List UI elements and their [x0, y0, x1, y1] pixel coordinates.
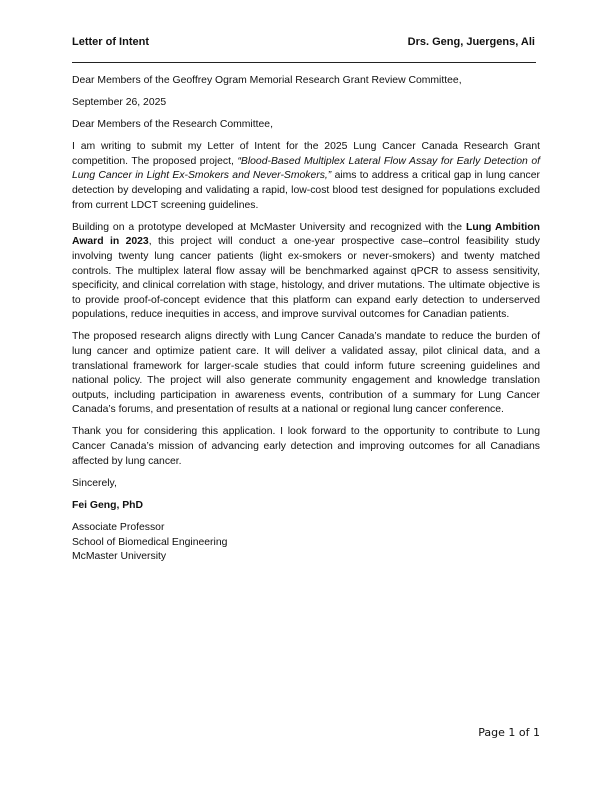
intro-text-before: I am writing to submit my Letter of Intent for the 2025 Lung Cancer Canada Research Grant competition. The proposed project,	[72, 141, 540, 167]
header-divider	[72, 62, 536, 63]
study-text-before: Building on a prototype developed at McMaster University and recognized with the	[72, 221, 467, 233]
signature-department: School of Biomedical Engineering	[72, 536, 228, 548]
project-title: “Blood-Based Multiplex Lateral Flow Assay for Early Detection of Lung Cancer in Light Ex-Smokers and Never-Smokers,”	[72, 155, 540, 182]
page-number: Page 1 of 1	[478, 726, 540, 739]
salutation-research-committee: Dear Members of the Research Committee,	[72, 119, 273, 131]
intro-text-after: aims to address a critical gap in lung cancer detection by developing and validating a rapid, low-cost blood test designed for populations excluded from current LDCT screening guidelines.	[72, 170, 540, 211]
salutation-committee: Dear Members of the Geoffrey Ogram Memorial Research Grant Review Committee,	[72, 75, 462, 86]
signature-title: Associate Professor	[72, 521, 165, 533]
header-authors: Drs. Geng, Juergens, Ali	[407, 36, 535, 48]
letter-body	[72, 74, 540, 565]
letter-date: September 26, 2025	[72, 97, 167, 109]
signature-institution: McMaster University	[72, 551, 167, 563]
paragraph-intro	[72, 140, 540, 213]
study-text-after: , this project will conduct a one-year prospective case–control feasibility study involving twenty lung cancer patients (light ex-smokers or never-smokers) and twenty matched controls. The multiplex lateral flow assay will be benchmarked against qPCR to assess sensitivity, specificity, and clinical correlation with stage, histology, and driver mutations. The ultimate objective is to provide proof-of-concept evidence that this platform can expand early detection to underserved populations, reduce inequities in access, and improve survival outcomes for Canadian patients.	[72, 236, 540, 321]
header-title: Letter of Intent	[72, 36, 149, 48]
paragraph-alignment: The proposed research aligns directly with Lung Cancer Canada’s mandate to reduce the burden of lung cancer and optimize patient care. It will deliver a validated assay, pilot clinical data, and a translational framework for larger-scale studies that could inform future screening guidelines and national policy. The project will also generate community engagement and knowledge translation outputs, including participation in awareness events, contribution of a summary for Lung Cancer Canada’s forums, and presentation of results at a national or regional lung cancer conference.	[72, 331, 540, 416]
paragraph-study	[72, 221, 540, 323]
award-name: Lung Ambition Award in 2023	[72, 221, 540, 248]
signature-block	[72, 521, 540, 565]
closing: Sincerely,	[72, 477, 117, 489]
paragraph-thanks: Thank you for considering this application. I look forward to the opportunity to contribute to Lung Cancer Canada’s mission of advancing early detection and improving outcomes for all Canadians affected by lung cancer.	[72, 426, 540, 467]
signature-name: Fei Geng, PhD	[72, 499, 144, 511]
